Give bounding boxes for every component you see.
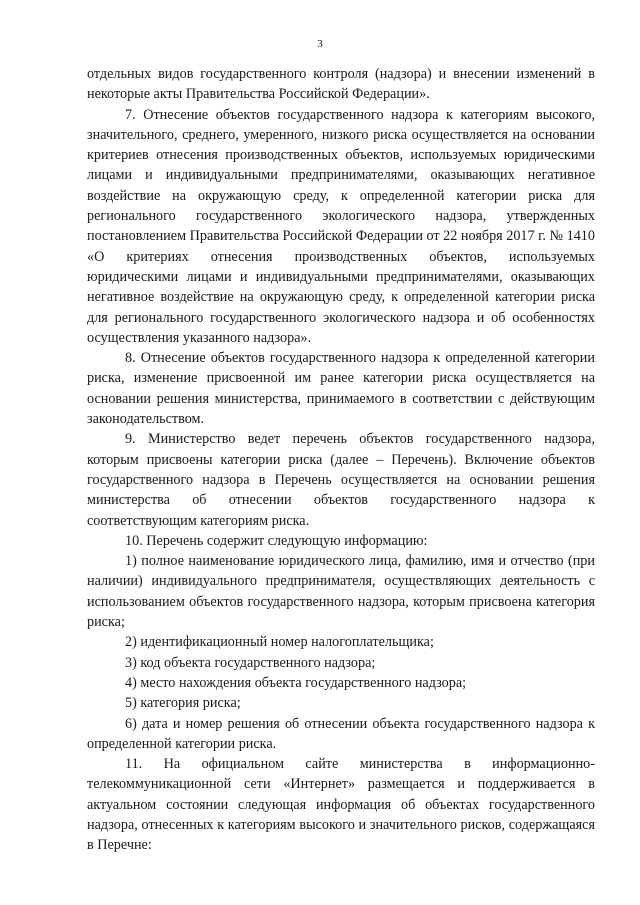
list-item-5: 5) категория риска; (125, 695, 241, 712)
paragraph-11-website: 11. На официальном сайте министерства в информационно-телекоммуникационной сети «Интернет» размещается и поддерживается в актуальном состоянии следующая информация об объектах государственного надзора, отнесенных к категориям высокого и значительного рисков, содержащаяся в Перечне: (87, 756, 595, 854)
paragraph-10-register-contents: 10. Перечень содержит следующую информацию: (125, 532, 428, 549)
list-item-6: 6) дата и номер решения об отнесении объекта государственного надзора к определенной категории риска. (87, 715, 595, 752)
list-item-1: 1) полное наименование юридического лица, фамилию, имя и отчество (при наличии) индивидуального предпринимателя, осуществляющих деятельность с использованием объектов государственного надзора, которым присвоена категория риска; (87, 553, 595, 631)
page-number: 3 (317, 38, 323, 50)
paragraph-continuation: отдельных видов государственного контроля (надзора) и внесении изменений в некоторые акты Правительства Российской Федерации». (87, 66, 595, 103)
paragraph-8-risk-assignment: 8. Отнесение объектов государственного надзора к определенной категории риска, изменение присвоенной им ранее категории риска осуществляется на основании решения министерства, принимаемого в соответствии с действующим законодательством. (87, 350, 595, 428)
paragraph-9-register: 9. Министерство ведет перечень объектов государственного надзора, которым присвоены категории риска (далее – Перечень). Включение объектов государственного надзора в Перечень осуществляется на основании решения министерства об отнесении объектов государственного надзора к соответствующим категориям риска. (87, 431, 595, 529)
list-item-4: 4) место нахождения объекта государственного надзора; (125, 674, 467, 691)
list-item-2: 2) идентификационный номер налогоплательщика; (125, 634, 434, 651)
paragraph-7-risk-categories: 7. Отнесение объектов государственного надзора к категориям высокого, значительного, среднего, умеренного, низкого риска осуществляется на основании критериев отнесения производственных объектов, используемых юридическими лицами и индивидуальными предпринимателями, оказывающих негативное воздействие на окружающую среду, к определенной категории риска для регионального государственного экологического надзора, утвержденных постановлением Правительства Российской Федерации от 22 ноября 2017 г. № 1410 «О критериях отнесения производственных объектов, используемых юридическими лицами и индивидуальными предпринимателями, оказывающих негативное воздействие на окружающую среду, к определенной категории риска для регионального государственного экологического надзора и об особенностях осуществления указанного надзора». (87, 106, 595, 346)
document-body (87, 64, 595, 856)
list-item-3: 3) код объекта государственного надзора; (125, 654, 376, 671)
